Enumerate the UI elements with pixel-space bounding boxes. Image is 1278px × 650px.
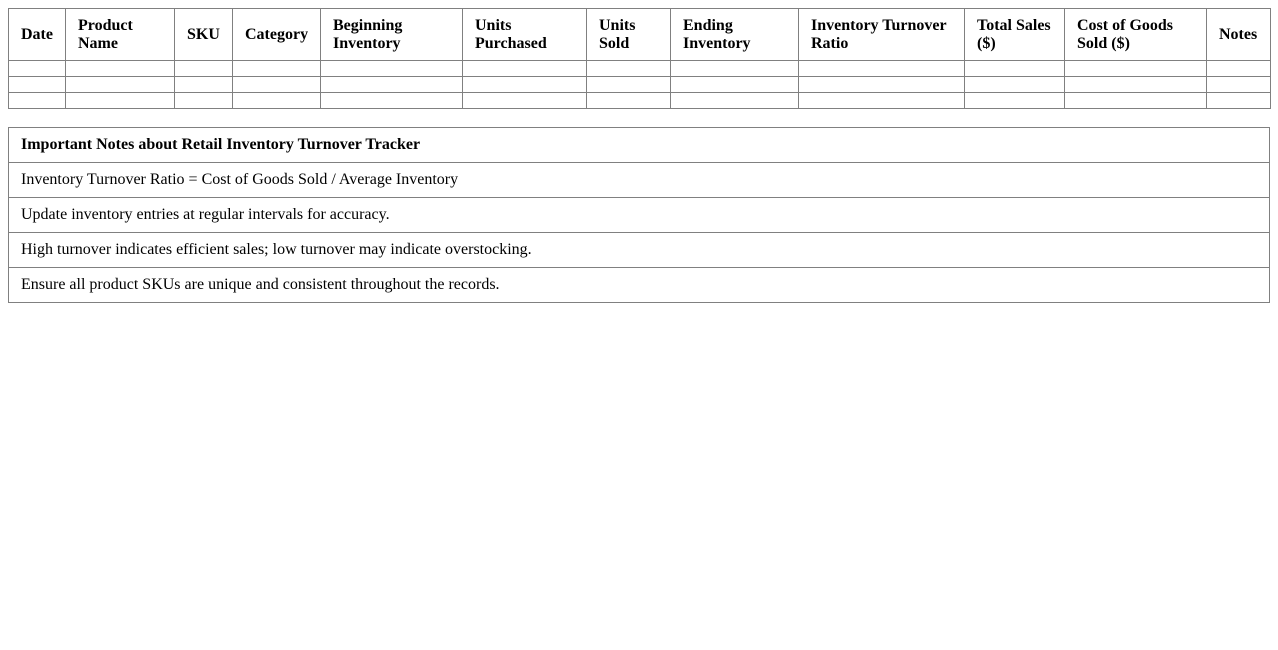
table-cell[interactable] — [587, 77, 671, 93]
table-cell[interactable] — [175, 61, 233, 77]
note-update-entries: Update inventory entries at regular intervals for accuracy. — [9, 198, 1270, 233]
table-cell[interactable] — [1065, 77, 1207, 93]
table-cell[interactable] — [671, 61, 799, 77]
page — [0, 0, 1278, 303]
column-header-date: Date — [9, 9, 66, 61]
note-row — [9, 268, 1270, 303]
table-cell[interactable] — [233, 77, 321, 93]
table-cell[interactable] — [175, 93, 233, 109]
note-row — [9, 163, 1270, 198]
table-cell[interactable] — [1065, 61, 1207, 77]
table-cell[interactable] — [799, 61, 965, 77]
table-cell[interactable] — [321, 93, 463, 109]
table-cell[interactable] — [1207, 77, 1271, 93]
note-row — [9, 198, 1270, 233]
table-cell[interactable] — [587, 61, 671, 77]
table-cell[interactable] — [965, 61, 1065, 77]
table-row — [9, 61, 1271, 77]
table-cell[interactable] — [9, 61, 66, 77]
column-header-sku: SKU — [175, 9, 233, 61]
note-turnover-meaning: High turnover indicates efficient sales; low turnover may indicate overstocking. — [9, 233, 1270, 268]
table-header-row — [9, 9, 1271, 61]
column-header-beginning-inventory: Beginning Inventory — [321, 9, 463, 61]
column-header-units-purchased: Units Purchased — [463, 9, 587, 61]
table-row — [9, 77, 1271, 93]
column-header-category: Category — [233, 9, 321, 61]
table-cell[interactable] — [799, 77, 965, 93]
notes-title: Important Notes about Retail Inventory Turnover Tracker — [9, 128, 1270, 163]
table-cell[interactable] — [9, 93, 66, 109]
important-notes-table — [8, 127, 1270, 303]
column-header-ending-inventory: Ending Inventory — [671, 9, 799, 61]
inventory-tracker-table — [8, 8, 1271, 109]
table-cell[interactable] — [671, 93, 799, 109]
table-cell[interactable] — [233, 61, 321, 77]
column-header-notes: Notes — [1207, 9, 1271, 61]
table-cell[interactable] — [321, 61, 463, 77]
table-cell[interactable] — [1065, 93, 1207, 109]
table-cell[interactable] — [66, 77, 175, 93]
table-cell[interactable] — [1207, 61, 1271, 77]
note-unique-skus: Ensure all product SKUs are unique and consistent throughout the records. — [9, 268, 1270, 303]
table-cell[interactable] — [321, 77, 463, 93]
column-header-product-name: Product Name — [66, 9, 175, 61]
tracker-table-body — [9, 61, 1271, 109]
table-cell[interactable] — [233, 93, 321, 109]
table-cell[interactable] — [965, 77, 1065, 93]
table-cell[interactable] — [463, 61, 587, 77]
table-cell[interactable] — [587, 93, 671, 109]
note-row — [9, 233, 1270, 268]
table-cell[interactable] — [9, 77, 66, 93]
table-cell[interactable] — [175, 77, 233, 93]
column-header-units-sold: Units Sold — [587, 9, 671, 61]
table-cell[interactable] — [463, 77, 587, 93]
column-header-cost-of-goods-sold: Cost of Goods Sold ($) — [1065, 9, 1207, 61]
table-cell[interactable] — [1207, 93, 1271, 109]
notes-title-row — [9, 128, 1270, 163]
table-row — [9, 93, 1271, 109]
table-cell[interactable] — [66, 93, 175, 109]
column-header-total-sales: Total Sales ($) — [965, 9, 1065, 61]
note-turnover-formula: Inventory Turnover Ratio = Cost of Goods Sold / Average Inventory — [9, 163, 1270, 198]
table-cell[interactable] — [799, 93, 965, 109]
table-cell[interactable] — [66, 61, 175, 77]
table-cell[interactable] — [965, 93, 1065, 109]
table-cell[interactable] — [463, 93, 587, 109]
table-cell[interactable] — [671, 77, 799, 93]
column-header-inventory-turnover-ratio: Inventory Turnover Ratio — [799, 9, 965, 61]
